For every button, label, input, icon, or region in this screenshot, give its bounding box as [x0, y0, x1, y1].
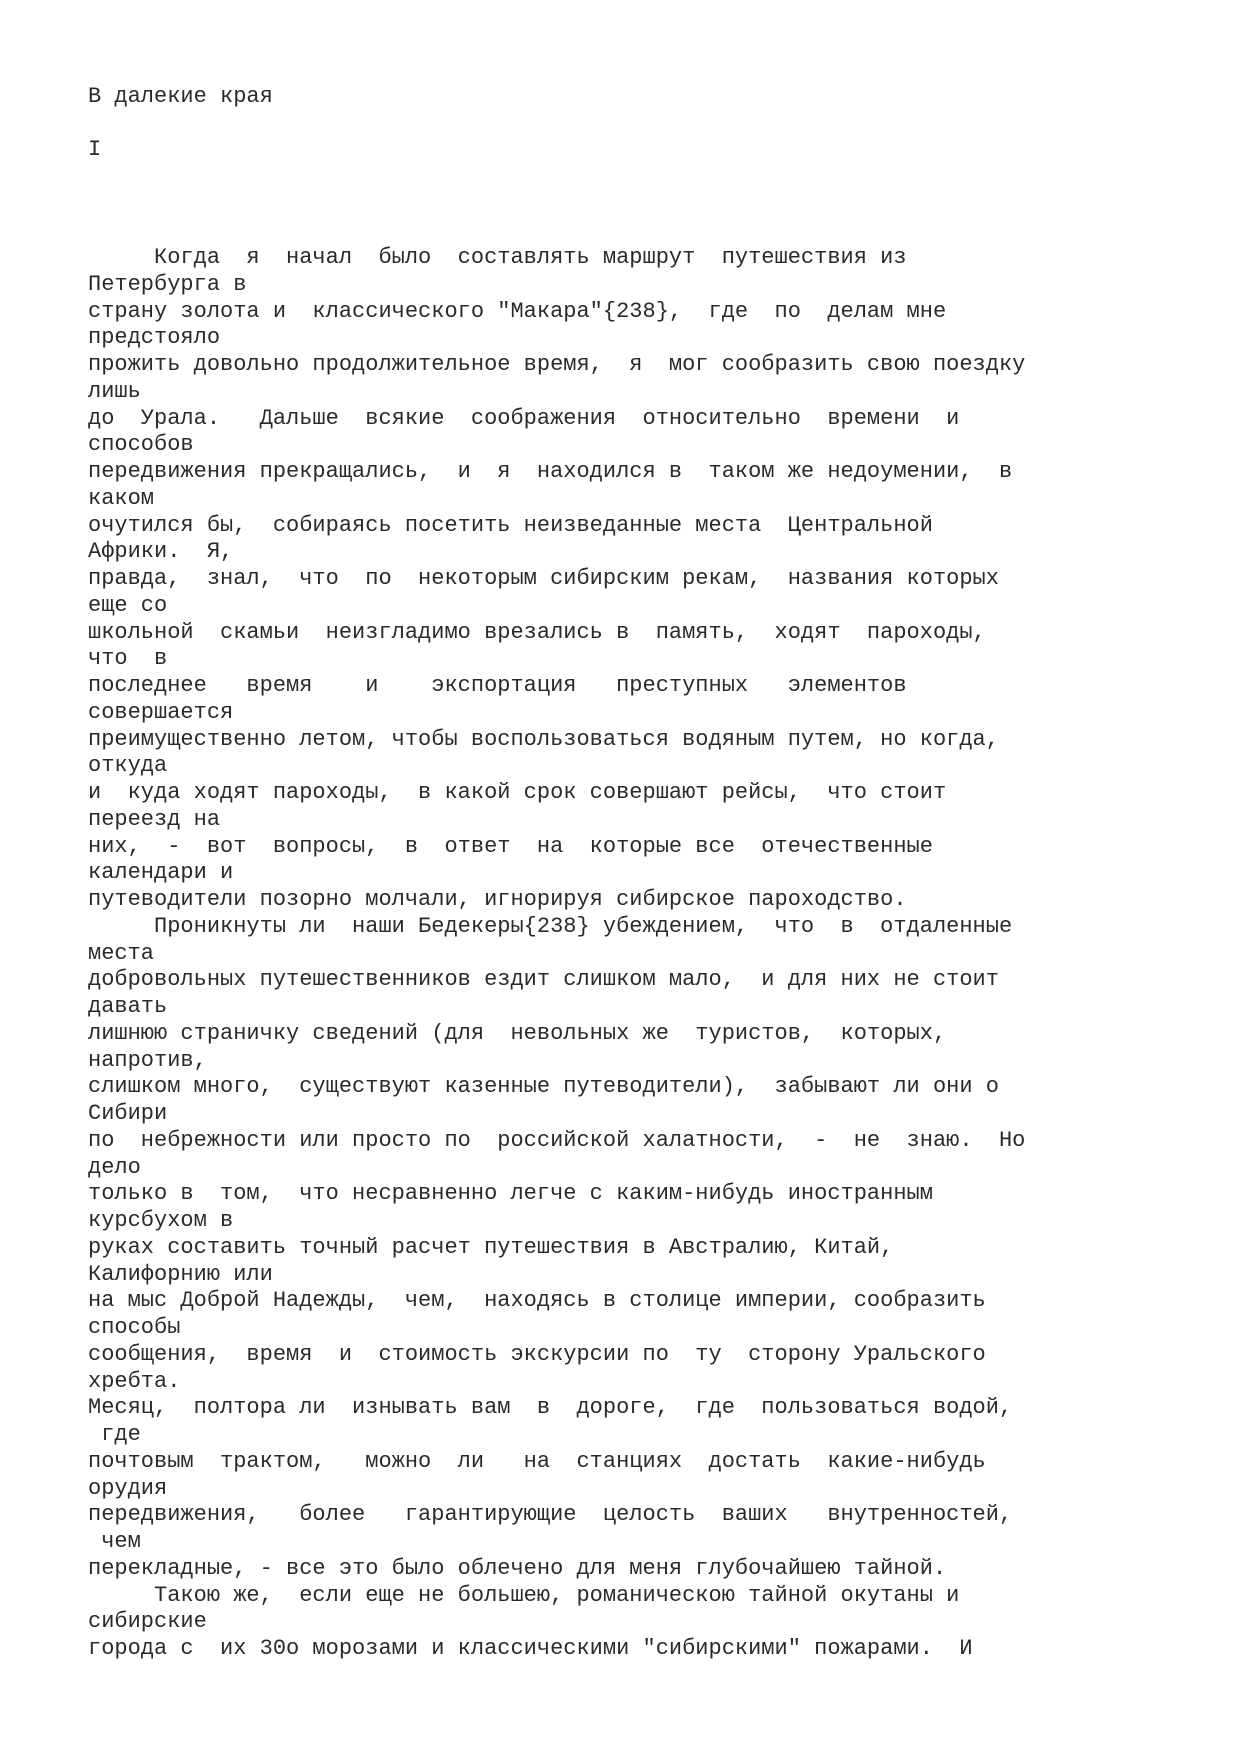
text-line: сибирские — [88, 1609, 207, 1635]
text-line: по небрежности или просто по российской халатности, - не знаю. Но — [88, 1127, 1026, 1153]
chapter-number: I — [88, 137, 102, 162]
text-line: орудия — [88, 1475, 168, 1501]
text-line: Проникнуты ли наши Бедекеры{238} убеждением, что в отдаленные — [88, 913, 1013, 939]
text-line: Калифорнию или — [88, 1261, 273, 1287]
text-line: них, - вот вопросы, в ответ на которые все отечественные — [88, 833, 933, 859]
text-line: хребта. — [88, 1368, 181, 1394]
text-line: дело — [88, 1154, 141, 1180]
text-line: и куда ходят пароходы, в какой срок совершают рейсы, что стоит — [88, 780, 947, 805]
text-line: почтовым трактом, можно ли на станциях достать какие-нибудь — [88, 1448, 986, 1474]
text-line: что в — [88, 646, 168, 672]
text-line: правда, знал, что по некоторым сибирским рекам, названия которых — [88, 566, 999, 591]
text-line: способы — [88, 1315, 181, 1340]
text-line: Африки. Я, — [88, 539, 234, 565]
text-line: школьной скамьи неизгладимо врезались в память, ходят пароходы, — [88, 619, 986, 645]
body-text — [88, 245, 1208, 1663]
text-line: слишком много, существуют казенные путеводители), забывают ли они о — [88, 1074, 999, 1100]
text-line: совершается — [88, 699, 234, 725]
text-line: Когда я начал было составлять маршрут путешествия из — [88, 245, 907, 270]
text-line: города с их 30о морозами и классическими "сибирскими" пожарами. И — [88, 1636, 973, 1661]
text-line: откуда — [88, 753, 168, 779]
text-line: добровольных путешественников ездит слишком мало, и для них не стоит — [88, 967, 999, 993]
text-line: Такою же, если еще не большею, романическою тайной окутаны и — [88, 1582, 960, 1608]
text-line: чем — [88, 1529, 141, 1554]
text-line: передвижения прекращались, и я находился в таком же недоумении, в — [88, 459, 1013, 484]
text-line: преимущественно летом, чтобы воспользоваться водяным путем, но когда, — [88, 726, 999, 752]
text-line: прожить довольно продолжительное время, я мог сообразить свою поездку — [88, 352, 1026, 377]
text-line: руках составить точный расчет путешествия в Австралию, Китай, — [88, 1234, 894, 1260]
text-line: очутился бы, собираясь посетить неизведанные места Центральной — [88, 512, 933, 538]
text-line: каком — [88, 485, 155, 511]
text-line: Петербурга в — [88, 271, 247, 297]
text-line: курсбухом в — [88, 1208, 234, 1233]
text-line: лишь — [88, 378, 141, 404]
text-line: способов — [88, 432, 194, 458]
text-line: давать — [88, 994, 168, 1019]
text-line: до Урала. Дальше всякие соображения относительно времени и — [88, 405, 960, 431]
text-line: предстояло — [88, 325, 221, 351]
text-line: календари и — [88, 860, 234, 886]
text-line: переезд на — [88, 806, 221, 832]
document-title: В далекие края — [88, 84, 273, 109]
text-line: Сибири — [88, 1101, 168, 1126]
text-line: передвижения, более гарантирующие целость ваших внутренностей, — [88, 1502, 1013, 1528]
text-line: Месяц, полтора ли изнывать вам в дороге, где пользоваться водой, — [88, 1395, 1013, 1421]
text-line: путеводители позорно молчали, игнорируя сибирское пароходство. — [88, 887, 907, 912]
text-line: последнее время и экспортация преступных элементов — [88, 673, 907, 698]
text-line: перекладные, - все это было облечено для меня глубочайшею тайной. — [88, 1555, 947, 1581]
text-line: места — [88, 940, 155, 966]
text-line: еще со — [88, 592, 168, 618]
text-line: сообщения, время и стоимость экскурсии по ту сторону Уральского — [88, 1341, 986, 1367]
text-line: на мыс Доброй Надежды, чем, находясь в столице империи, сообразить — [88, 1288, 986, 1314]
text-line: только в том, что несравненно легче с каким-нибудь иностранным — [88, 1181, 933, 1207]
document-page — [88, 0, 1208, 1755]
text-line: лишнюю страничку сведений (для невольных же туристов, которых, — [88, 1020, 947, 1046]
text-line: где — [88, 1422, 141, 1447]
text-line: страну золота и классического "Макара"{238}, где по делам мне — [88, 298, 947, 324]
text-line: напротив, — [88, 1047, 207, 1073]
